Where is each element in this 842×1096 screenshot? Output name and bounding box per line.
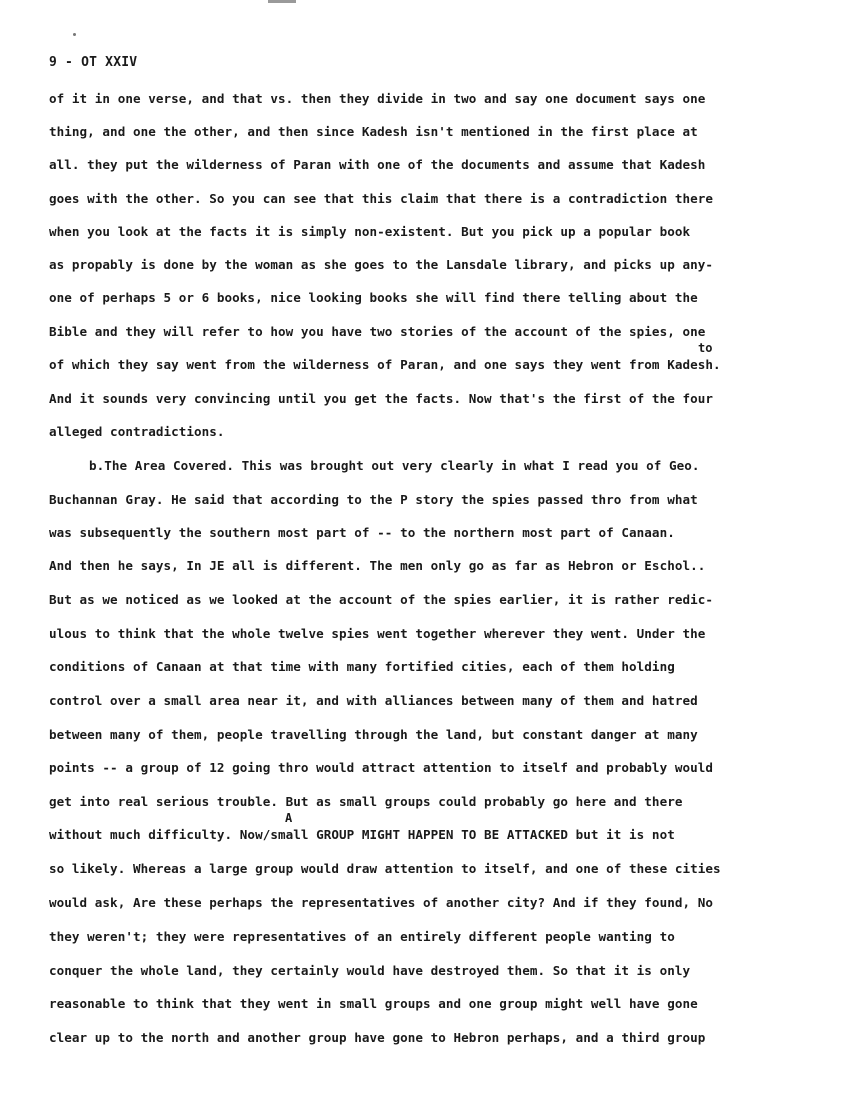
text-line: thing, and one the other, and then since Kadesh isn't mentioned in the first place at: [49, 124, 698, 139]
text-line: conquer the whole land, they certainly would have destroyed them. So that it is only: [49, 963, 691, 978]
text-line: without much difficulty. Now/small GROUP MIGHT HAPPEN TO BE ATTACKED but it is not: [49, 827, 675, 842]
text-line: And it sounds very convincing until you get the facts. Now that's the first of the four: [49, 391, 713, 406]
text-line: as propably is done by the woman as she goes to the Lansdale library, and picks up any-: [49, 257, 713, 272]
text-line: And then he says, In JE all is different. The men only go as far as Hebron or Eschol..: [49, 558, 706, 573]
text-line: goes with the other. So you can see that this claim that there is a contradiction there: [49, 191, 713, 206]
text-line: was subsequently the southern most part of -- to the northern most part of Canaan.: [49, 525, 675, 540]
text-line: clear up to the north and another group have gone to Hebron perhaps, and a third group: [49, 1030, 706, 1045]
text-line: reasonable to think that they went in small groups and one group might well have gone: [49, 996, 698, 1011]
text-line: when you look at the facts it is simply non-existent. But you pick up a popular book: [49, 224, 691, 239]
text-line: alleged contradictions.: [49, 424, 225, 439]
text-line: control over a small area near it, and with alliances between many of them and hatred: [49, 693, 698, 708]
text-line: between many of them, people travelling through the land, but constant danger at many: [49, 727, 698, 742]
text-line: get into real serious trouble. But as small groups could probably go here and there: [49, 794, 683, 809]
text-line: of which they say went from the wilderness of Paran, and one says they went from Kadesh.: [49, 357, 721, 372]
text-line: Bible and they will refer to how you have two stories of the account of the spies, one: [49, 324, 706, 339]
text-line: they weren't; they were representatives of an entirely different people wanting to: [49, 929, 675, 944]
text-line: one of perhaps 5 or 6 books, nice looking books she will find there telling about the: [49, 290, 698, 305]
text-line: would ask, Are these perhaps the representatives of another city? And if they found, No: [49, 895, 713, 910]
text-line: conditions of Canaan at that time with many fortified cities, each of them holding: [49, 659, 675, 674]
text-line: ulous to think that the whole twelve spies went together wherever they went. Under the: [49, 626, 706, 641]
page-header: 9 - OT XXIV: [49, 55, 138, 70]
scan-edge-mark: [268, 0, 296, 3]
section-heading-line: b.The Area Covered. This was brought out very clearly in what I read you of Geo.: [89, 458, 700, 473]
interlinear-insertion-a: A: [285, 811, 293, 825]
text-line: of it in one verse, and that vs. then they divide in two and say one document says one: [49, 91, 706, 106]
text-line: Buchannan Gray. He said that according to the P story the spies passed thro from what: [49, 492, 698, 507]
text-line: points -- a group of 12 going thro would attract attention to itself and probably would: [49, 760, 713, 775]
text-line: But as we noticed as we looked at the account of the spies earlier, it is rather redic-: [49, 592, 713, 607]
text-line: all. they put the wilderness of Paran with one of the documents and assume that Kadesh: [49, 157, 706, 172]
scan-speck: [73, 33, 76, 36]
interlinear-insertion-to: to: [698, 341, 713, 355]
text-line: so likely. Whereas a large group would draw attention to itself, and one of these cities: [49, 861, 721, 876]
